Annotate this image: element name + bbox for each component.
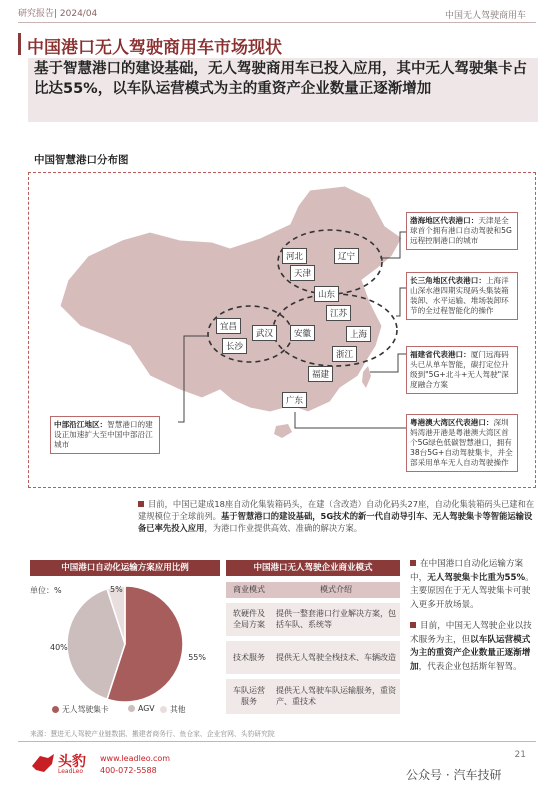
yangtze-connector: [396, 288, 406, 316]
legend-agv: [128, 704, 155, 713]
province-tianjin: 天津: [290, 265, 315, 281]
pie-label-agv: 40%: [50, 643, 68, 652]
page-number: 21: [514, 750, 526, 760]
note-central-title: 中部沿江地区：: [54, 420, 108, 429]
row-desc: 提供无人驾驶车队运输服务，重资产、重技术: [272, 676, 400, 714]
table-row: [226, 638, 400, 676]
province-anhui: 安徽: [290, 325, 315, 341]
phone-number: 400-072-5588: [100, 766, 157, 775]
taiwan-island: [362, 366, 371, 388]
legend-truck: [52, 704, 109, 715]
pie-header: 中国港口自动化运输方案应用比例: [30, 560, 220, 576]
note-gba-text: 深圳妈湾港开港是粤港澳大湾区首个5G绿色低碳智慧港口，拥有38台5G+自动驾驶集卡，并全部采用单车无人自动驾驶操作: [410, 418, 513, 467]
gba-connector: [295, 412, 406, 428]
note-gba: [406, 414, 518, 472]
col-mode: 商业模式: [226, 582, 272, 600]
bullet-square: [410, 622, 416, 628]
province-yichang: 宜昌: [216, 318, 241, 334]
map-title: 中国智慧港口分布图: [34, 154, 129, 166]
pie-label-truck: 55%: [188, 653, 206, 662]
table-header: 中国港口无人驾驶企业商业模式: [226, 560, 400, 576]
province-liaoning: 辽宁: [334, 248, 359, 264]
side-note-1: 在中国港口自动化运输方案中，无人驾驶集卡比重为55%。主要原因在于无人驾驶集卡可驶入更多开放场景。: [410, 559, 534, 610]
side-notes: [410, 558, 538, 674]
intro-paragraph: [138, 498, 536, 534]
pie-slices: [67, 586, 183, 702]
china-outline: [60, 186, 402, 412]
note-central: [50, 416, 160, 454]
col-desc: 模式介绍: [272, 582, 400, 600]
leadleo-logo-icon: [30, 752, 56, 774]
source-note: 来源：慧进无人驾驶产业链数据、搬建者商务行、鱼仓家、企业官网、头豹研究院: [30, 730, 275, 738]
logo-text: 头豹: [58, 754, 86, 770]
report-topic: 中国无人驾驶商用车: [444, 11, 526, 21]
note-bohai-title: 渤海地区代表港口：: [410, 216, 479, 225]
note-yangtze-text: 上海洋山深水港四期实现码头集装箱装卸、水平运输、堆场装卸环节的全过程智能化的操作: [410, 276, 509, 315]
legend-dot-other: [160, 706, 167, 713]
table-row: [226, 600, 400, 638]
bullet-square: [410, 560, 416, 566]
note-central-text: 智慧港口的建设正加速扩大至中国中部沿江城市: [54, 420, 153, 449]
note-fujian-text: 厦门远海码头已从单车智能，碳打定位升级到"5G+北斗+无人驾驶"深度融合方案: [410, 350, 509, 389]
province-zhejiang: 浙江: [332, 346, 357, 362]
table-head-row: [226, 582, 400, 600]
legend-truck-label: 无人驾驶集卡: [62, 705, 109, 714]
province-wuhan: 武汉: [252, 325, 277, 341]
note-fujian-title: 福建省代表港口：: [410, 350, 471, 359]
note-gba-title: 粤港澳大湾区代表港口：: [410, 418, 494, 427]
legend-dot-truck: [52, 706, 59, 713]
note-fujian: [406, 346, 518, 394]
hainan-island: [274, 424, 292, 438]
note-bohai-text: 天津是全球首个拥有港口自动驾驶和5G远程控制港口的城市: [410, 216, 512, 245]
note-bohai: [406, 212, 518, 250]
intro-part1: 目前，中国已建成18座自动化集装箱码头，在建（含改造）自动化码头27座，自动化集装箱码头已建和在建规模位于全球前列。: [138, 499, 535, 521]
intro-part2: 基于智慧港口的建设基础，5G技术的新一代自动导引车、无人驾驶集卡等智能运输设备已率先投入应用: [138, 511, 533, 533]
pie-unit: 单位：%: [30, 586, 62, 595]
side-note-2: 目前，中国无人驾驶企业以技术服务为主，但以车队运营模式为主的重资产企业数量正逐渐增加，代表企业包括斯年智驾。: [410, 621, 532, 672]
legend-other: [160, 704, 186, 715]
note-yangtze: [406, 272, 518, 320]
title-accent: [18, 33, 21, 55]
website-link[interactable]: www.leadleo.com: [100, 754, 171, 763]
legend-other-label: 其他: [170, 705, 186, 714]
header-divider: [18, 22, 536, 23]
row-mode: 技术服务: [226, 638, 272, 676]
pie-label-other: 5%: [110, 585, 123, 594]
footer-divider: [18, 741, 536, 742]
pie-chart: [30, 576, 220, 716]
table-row: [226, 676, 400, 714]
legend-dot-agv: [128, 705, 135, 712]
row-mode: 车队运营服务: [226, 676, 272, 714]
row-desc: 提供无人驾驶全栈技术、车辆改造: [272, 638, 400, 676]
note-yangtze-title: 长三角地区代表港口：: [410, 276, 486, 285]
row-mode: 软硬件及全局方案: [226, 600, 272, 638]
province-shanghai: 上海: [346, 326, 371, 342]
province-fujian: 福建: [308, 366, 333, 382]
province-shandong: 山东: [314, 286, 339, 302]
province-jiangsu: 江苏: [326, 305, 351, 321]
bullet-square: [138, 501, 144, 507]
page-title: 中国港口无人驾驶商用车市场现状: [27, 38, 282, 58]
province-hebei: 河北: [282, 248, 307, 264]
report-label: 研究报告| 2024/04: [18, 9, 98, 19]
business-model-table: [226, 582, 400, 714]
row-desc: 提供一整套港口行业解决方案，包括车队、系统等: [272, 600, 400, 638]
logo-en: LeadLeo: [58, 768, 84, 775]
legend-agv-label: AGV: [138, 704, 155, 713]
province-changsha: 长沙: [222, 338, 247, 354]
wechat-watermark: 公众号 · 汽车技研: [406, 768, 502, 782]
intro-part3: ，为港口作业提供高效、准确的解决方案。: [204, 523, 363, 533]
province-guangdong: 广东: [282, 392, 307, 408]
page-subtitle: 基于智慧港口的建设基础，无人驾驶商用车已投入应用，其中无人驾驶集卡占比达55%，以车队运营模式为主的重资产企业数量正逐渐增加: [28, 58, 538, 122]
